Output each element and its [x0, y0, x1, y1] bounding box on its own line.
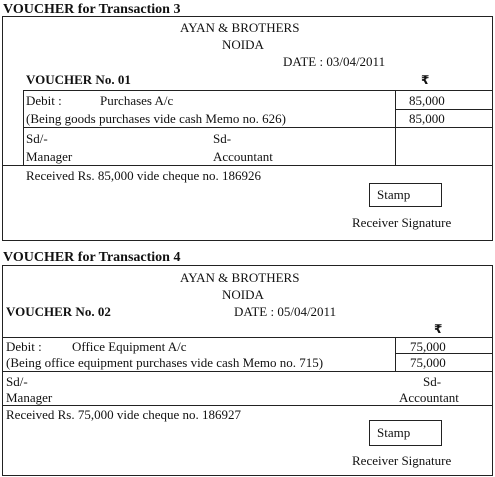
voucher-1-narration: (Being goods purchases vide cash Memo no. 626) — [26, 111, 286, 126]
voucher-2-table-top-line — [2, 337, 493, 338]
rupee-icon: ₹ — [421, 73, 430, 87]
voucher-2-amount-column-line — [395, 337, 396, 371]
voucher-2-number: VOUCHER No. 02 — [6, 304, 111, 319]
voucher-1-narration-bottom-line — [23, 127, 493, 128]
voucher-1-amount: 85,000 — [409, 93, 445, 108]
voucher-1-date: DATE : 03/04/2011 — [283, 54, 386, 69]
rupee-icon: ₹ — [434, 322, 443, 336]
voucher-1-receiver-signature: Receiver Signature — [352, 215, 452, 230]
voucher-2-manager: Manager — [6, 390, 53, 405]
voucher-2-company: AYAN & BROTHERS — [180, 270, 300, 285]
voucher-2-accountant: Accountant — [399, 390, 459, 405]
voucher-2-narration: (Being office equipment purchases vide cash Memo no. 715) — [6, 355, 324, 370]
voucher-2-city: NOIDA — [222, 287, 264, 302]
voucher-2-account: Office Equipment A/c — [72, 339, 187, 354]
voucher-1-number: VOUCHER No. 01 — [26, 72, 131, 87]
voucher-1-signature-bottom-line — [2, 165, 493, 166]
voucher-2-date: DATE : 05/04/2011 — [234, 304, 337, 319]
voucher-1-total: 85,000 — [409, 111, 445, 126]
voucher-2-receiver-signature: Receiver Signature — [352, 453, 452, 468]
voucher-2-amount: 75,000 — [410, 339, 446, 354]
voucher-1-received-text: Received Rs. 85,000 vide cheque no. 186926 — [26, 168, 262, 183]
voucher-1-amount-divider — [395, 109, 493, 110]
voucher-2-stamp: Stamp — [377, 425, 411, 440]
voucher-1-stamp: Stamp — [377, 187, 411, 202]
voucher-1-manager: Manager — [26, 149, 73, 164]
voucher-2-total: 75,000 — [410, 355, 446, 370]
voucher-2-heading: VOUCHER for Transaction 4 — [3, 250, 181, 265]
voucher-1-table-top-line — [23, 90, 493, 91]
voucher-2-received-text: Received Rs. 75,000 vide cheque no. 186927 — [6, 407, 242, 422]
voucher-2-narration-bottom-line — [2, 371, 493, 372]
voucher-1-sd-manager: Sd/- — [26, 131, 48, 146]
voucher-1-debit-label: Debit : — [26, 93, 62, 108]
voucher-2-sd-manager: Sd/- — [6, 374, 28, 389]
voucher-1-account: Purchases A/c — [100, 93, 174, 108]
voucher-1-heading: VOUCHER for Transaction 3 — [3, 2, 181, 17]
voucher-2-signature-bottom-line — [2, 405, 493, 406]
voucher-1-accountant: Accountant — [213, 149, 273, 164]
voucher-1-city: NOIDA — [222, 37, 264, 52]
voucher-1-sd-accountant: Sd- — [213, 131, 232, 146]
voucher-1-company: AYAN & BROTHERS — [180, 20, 300, 35]
voucher-2-sd-accountant: Sd- — [423, 374, 442, 389]
voucher-2-debit-label: Debit : — [6, 339, 42, 354]
